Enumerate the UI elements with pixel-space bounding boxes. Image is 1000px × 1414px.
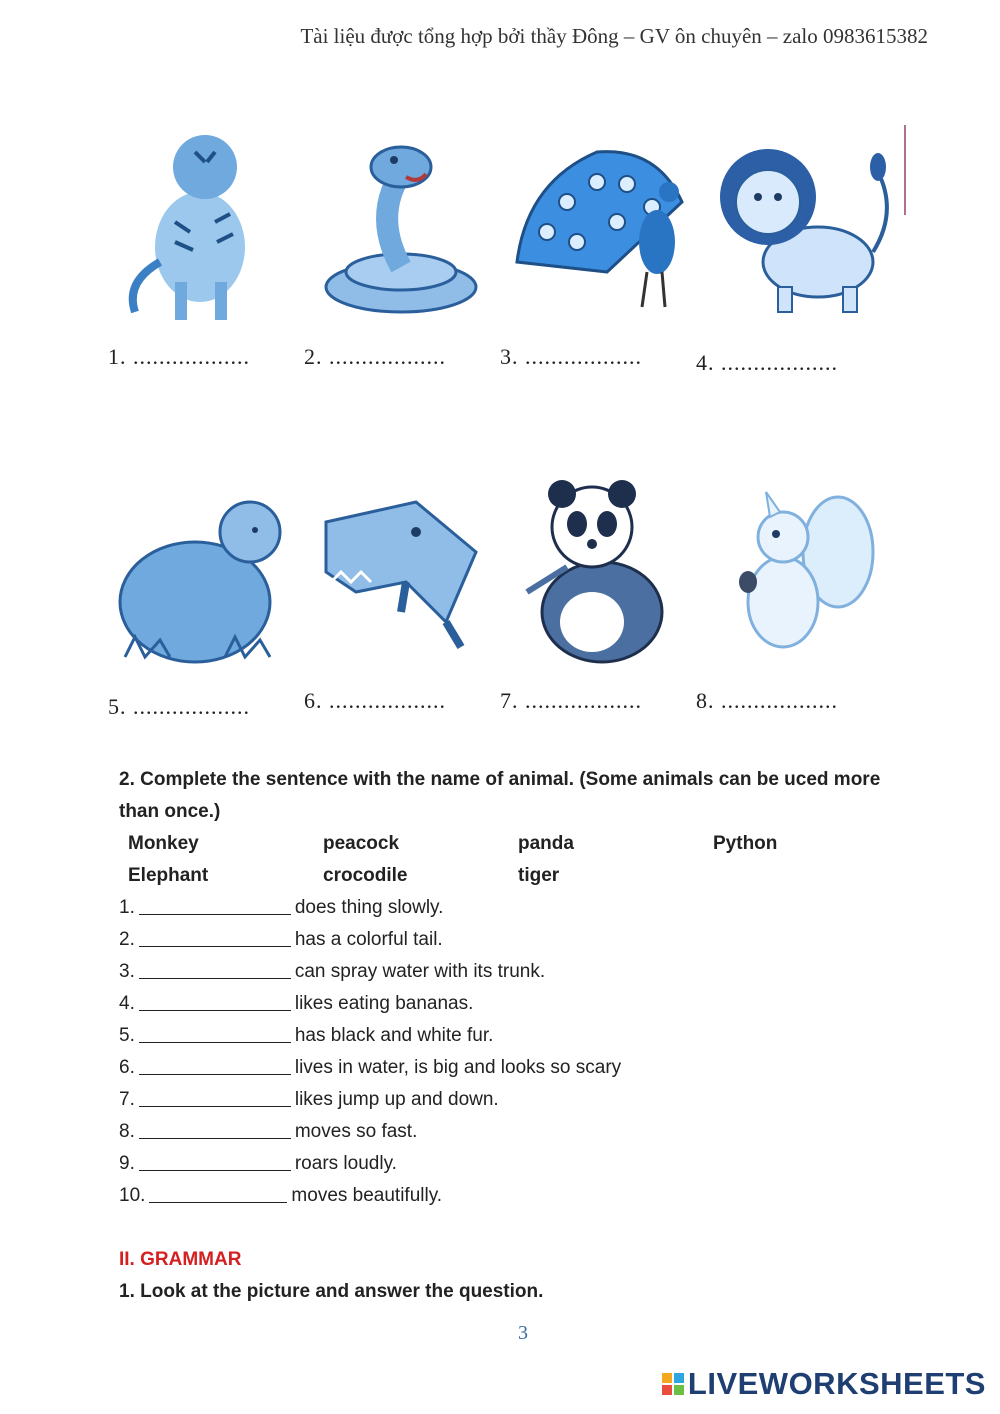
fill-blank[interactable] xyxy=(139,1116,291,1139)
fill-blank[interactable] xyxy=(139,1084,291,1107)
sentence-item: 3. can spray water with its trunk. xyxy=(119,956,909,988)
sentence-item: 8. moves so fast. xyxy=(119,1116,909,1148)
python-snake-icon xyxy=(306,122,501,322)
brand-name: LIVEWORKSHEETS xyxy=(687,1366,986,1401)
liveworksheets-logo-icon xyxy=(662,1373,684,1395)
answer-blank-5[interactable]: 5. .................. xyxy=(108,694,250,719)
fill-blank[interactable] xyxy=(139,1020,291,1043)
caption-row-2 xyxy=(108,688,908,720)
panda-icon xyxy=(507,472,702,672)
answer-blank-3[interactable]: 3. .................. xyxy=(500,344,642,369)
exercise-2-title: 2. Complete the sentence with the name of animal. (Some animals can be uced more than once.) xyxy=(119,769,881,822)
sentence-item: 6. lives in water, is big and looks so scary xyxy=(119,1052,909,1084)
word-bank xyxy=(119,828,909,892)
sentence-item: 9. roars loudly. xyxy=(119,1148,909,1180)
answer-blank-2[interactable]: 2. .................. xyxy=(304,344,446,369)
lion-icon xyxy=(708,122,903,322)
caption-row-1 xyxy=(108,344,908,376)
peacock-icon xyxy=(507,122,702,322)
sentence-item: 7. likes jump up and down. xyxy=(119,1084,909,1116)
fill-blank[interactable] xyxy=(149,1180,287,1203)
sentence-item: 5. has black and white fur. xyxy=(119,1020,909,1052)
word-bank-item: panda xyxy=(518,833,574,854)
fill-blank[interactable] xyxy=(139,1148,291,1171)
answer-blank-8[interactable]: 8. .................. xyxy=(696,688,838,713)
document-header: Tài liệu được tổng hợp bởi thầy Đông – GV ôn chuyên – zalo 0983615382 xyxy=(300,24,928,48)
gorilla-icon xyxy=(105,472,300,672)
word-bank-item: tiger xyxy=(518,865,560,886)
answer-blank-6[interactable]: 6. .................. xyxy=(304,688,446,713)
grammar-task: 1. Look at the picture and answer the question. xyxy=(119,1281,544,1302)
fill-blank[interactable] xyxy=(139,956,291,979)
answer-blank-7[interactable]: 7. .................. xyxy=(500,688,642,713)
squirrel-icon xyxy=(708,472,903,672)
word-bank-item: Monkey xyxy=(128,833,199,854)
word-bank-item: Elephant xyxy=(128,865,209,886)
word-bank-item: crocodile xyxy=(323,865,408,886)
page-number: 3 xyxy=(518,1322,528,1344)
fill-blank[interactable] xyxy=(139,1052,291,1075)
crocodile-icon xyxy=(306,472,501,672)
grammar-heading: II. GRAMMAR xyxy=(119,1249,242,1270)
liveworksheets-brand[interactable] xyxy=(662,1366,986,1402)
fill-blank[interactable] xyxy=(139,892,291,915)
sentence-item: 10. moves beautifully. xyxy=(119,1180,909,1212)
grammar-section xyxy=(119,1244,909,1308)
answer-blank-1[interactable]: 1. .................. xyxy=(108,344,250,369)
exercise-2 xyxy=(119,764,909,1212)
animal-picture-row-1 xyxy=(105,122,910,322)
word-bank-item: Python xyxy=(713,833,778,854)
word-bank-item: peacock xyxy=(323,833,400,854)
sentence-item: 1. does thing slowly. xyxy=(119,892,909,924)
fill-blank[interactable] xyxy=(139,924,291,947)
fill-blank[interactable] xyxy=(139,988,291,1011)
answer-blank-4[interactable]: 4. .................. xyxy=(696,350,838,375)
tiger-icon xyxy=(105,122,300,322)
animal-picture-row-2 xyxy=(105,472,910,672)
sentence-item: 4. likes eating bananas. xyxy=(119,988,909,1020)
sentence-item: 2. has a colorful tail. xyxy=(119,924,909,956)
